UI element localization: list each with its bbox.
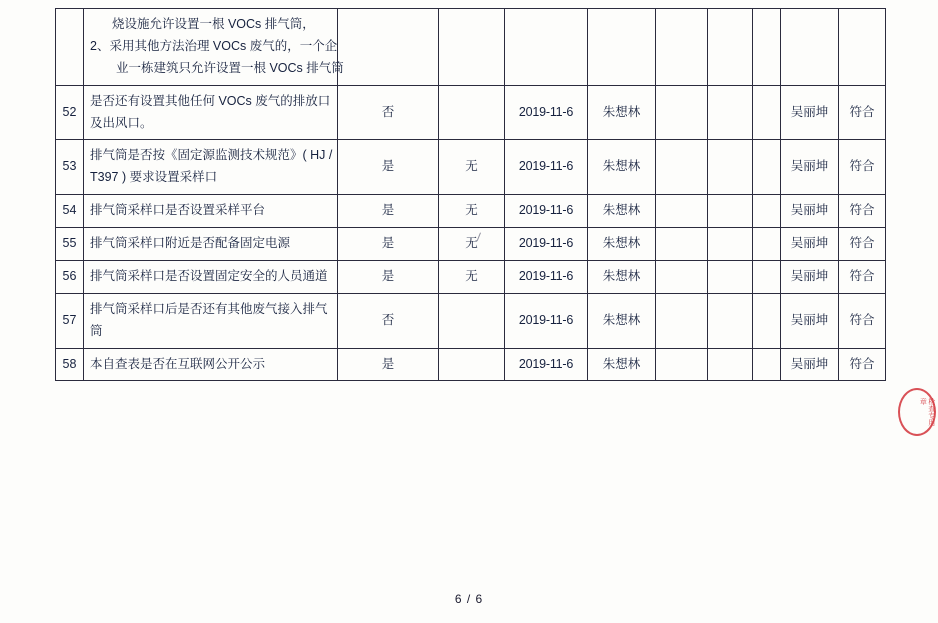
table-row (56, 195, 886, 228)
page-number: 6 / 6 (454, 592, 484, 606)
table-row (56, 9, 886, 86)
red-seal-stamp (912, 388, 938, 432)
cell-extra-1 (656, 260, 708, 293)
cell-date: 2019-11-6 (505, 85, 588, 140)
cell-extra-3 (753, 293, 781, 348)
cell-answer-a (338, 9, 439, 86)
cell-answer-b: 无 (439, 228, 505, 261)
cell-answer-a: 否 (338, 85, 439, 140)
item-line: 排气筒采样口附近是否配备固定电源 (90, 236, 291, 250)
cell-person-inspector: 朱想林 (588, 85, 656, 140)
cell-answer-b (439, 293, 505, 348)
item-line: 排气筒采样口后是否还有其他废气接入排气 (90, 301, 328, 316)
cell-result: 符合 (839, 195, 886, 228)
item-line: 排气筒采样口是否设置采样平台 (90, 203, 266, 218)
table-row (56, 348, 886, 381)
cell-person-reviewer: 吴丽坤 (781, 348, 839, 381)
cell-person-inspector: 朱想林 (588, 140, 656, 195)
cell-extra-1 (656, 85, 708, 140)
cell-extra-2 (708, 293, 753, 348)
cell-answer-a: 否 (338, 293, 439, 348)
cell-date: 2019-11-6 (505, 195, 588, 228)
cell-date: 2019-11-6 (505, 140, 588, 195)
cell-extra-3 (753, 260, 781, 293)
item-line: 烧设施允许设置一根 VOCs 排气筒， (112, 17, 315, 31)
cell-person-reviewer: 吴丽坤 (781, 228, 839, 261)
table-row (56, 140, 886, 195)
cell-item (84, 228, 338, 261)
cell-answer-a: 是 (338, 140, 439, 195)
item-line: 2、采用其他方法治理 VOCs 废气的，一个企 (90, 38, 338, 53)
cell-person-inspector: 朱想林 (588, 228, 656, 261)
table-row (56, 228, 886, 261)
cell-date: 2019-11-6 (505, 348, 588, 381)
cell-result: 符合 (839, 85, 886, 140)
cell-extra-3 (753, 85, 781, 140)
item-line: 排气筒采样口是否设置固定安全的人员通道 (90, 268, 328, 283)
cell-no: 57 (56, 293, 84, 348)
cell-no: 55 (56, 228, 84, 261)
cell-item (84, 140, 338, 195)
cell-date: 2019-11-6 (505, 293, 588, 348)
seal-text: 检查专用章 (919, 398, 935, 426)
table-body (56, 9, 886, 381)
cell-answer-a: 是 (338, 260, 439, 293)
cell-result: 符合 (839, 140, 886, 195)
cell-no: 58 (56, 348, 84, 381)
cell-item (84, 9, 344, 86)
cell-person-inspector: 朱想林 (588, 260, 656, 293)
cell-extra-2 (708, 140, 753, 195)
cell-extra-2 (708, 260, 753, 293)
cell-extra-1 (656, 195, 708, 228)
item-line: 是否还有设置其他任何 VOCs 废气的排放口 (90, 93, 331, 108)
cell-item (84, 260, 338, 293)
cell-answer-b: 无 (439, 140, 505, 195)
cell-person-reviewer: 吴丽坤 (781, 260, 839, 293)
cell-extra-1 (656, 228, 708, 261)
cell-answer-b: 无 (439, 195, 505, 228)
cell-extra-1 (656, 9, 708, 86)
cell-extra-2 (708, 348, 753, 381)
cell-extra-2 (708, 228, 753, 261)
cell-answer-a: 是 (338, 228, 439, 261)
cell-answer-a: 是 (338, 348, 439, 381)
cell-result: 符合 (839, 293, 886, 348)
table-row (56, 260, 886, 293)
item-line: 本自查表是否在互联网公开公示 (90, 356, 266, 371)
cell-person-reviewer (781, 9, 839, 86)
cell-extra-2 (708, 85, 753, 140)
item-line: 筒 (90, 323, 103, 338)
table-row (56, 293, 886, 348)
cell-extra-1 (656, 348, 708, 381)
cell-item (84, 85, 338, 140)
cell-answer-b (439, 9, 505, 86)
cell-extra-1 (656, 140, 708, 195)
table-row (56, 85, 886, 140)
cell-person-reviewer: 吴丽坤 (781, 85, 839, 140)
cell-no: 54 (56, 195, 84, 228)
cell-person-reviewer: 吴丽坤 (781, 140, 839, 195)
cell-result: 符合 (839, 348, 886, 381)
cell-no: 52 (56, 85, 84, 140)
item-line: T397 ) 要求设置采样口 (90, 170, 218, 185)
cell-no: 56 (56, 260, 84, 293)
cell-person-reviewer: 吴丽坤 (781, 293, 839, 348)
cell-extra-2 (708, 195, 753, 228)
cell-date: 2019-11-6 (505, 260, 588, 293)
cell-answer-b (439, 348, 505, 381)
cell-extra-3 (753, 228, 781, 261)
self-inspection-table (55, 8, 886, 381)
cell-answer-b (439, 85, 505, 140)
item-line: 及出风口。 (90, 115, 153, 130)
cell-person-inspector: 朱想林 (588, 348, 656, 381)
cell-date: 2019-11-6 (505, 228, 588, 261)
cell-person-inspector: 朱想林 (588, 293, 656, 348)
cell-extra-2 (708, 9, 753, 86)
item-line: 业一栋建筑只允许设置一根 VOCs 排气筒 (116, 60, 344, 75)
cell-result: 符合 (839, 260, 886, 293)
cell-no (56, 9, 84, 86)
cell-item (84, 348, 338, 381)
cell-date (505, 9, 588, 86)
cell-no: 53 (56, 140, 84, 195)
cell-person-inspector (588, 9, 656, 86)
cell-item (84, 195, 338, 228)
cell-extra-1 (656, 293, 708, 348)
cell-person-inspector: 朱想林 (588, 195, 656, 228)
cell-extra-3 (753, 9, 781, 86)
cell-result: 符合 (839, 228, 886, 261)
cell-item (84, 293, 338, 348)
cell-result (839, 9, 886, 86)
cell-person-reviewer: 吴丽坤 (781, 195, 839, 228)
cell-extra-3 (753, 348, 781, 381)
cell-extra-3 (753, 195, 781, 228)
cell-answer-b: 无 (439, 260, 505, 293)
cell-answer-a: 是 (338, 195, 439, 228)
seal-arc-icon (898, 388, 936, 436)
cell-extra-3 (753, 140, 781, 195)
item-line: 排气筒是否按《固定源监测技术规范》( HJ / (90, 148, 333, 163)
